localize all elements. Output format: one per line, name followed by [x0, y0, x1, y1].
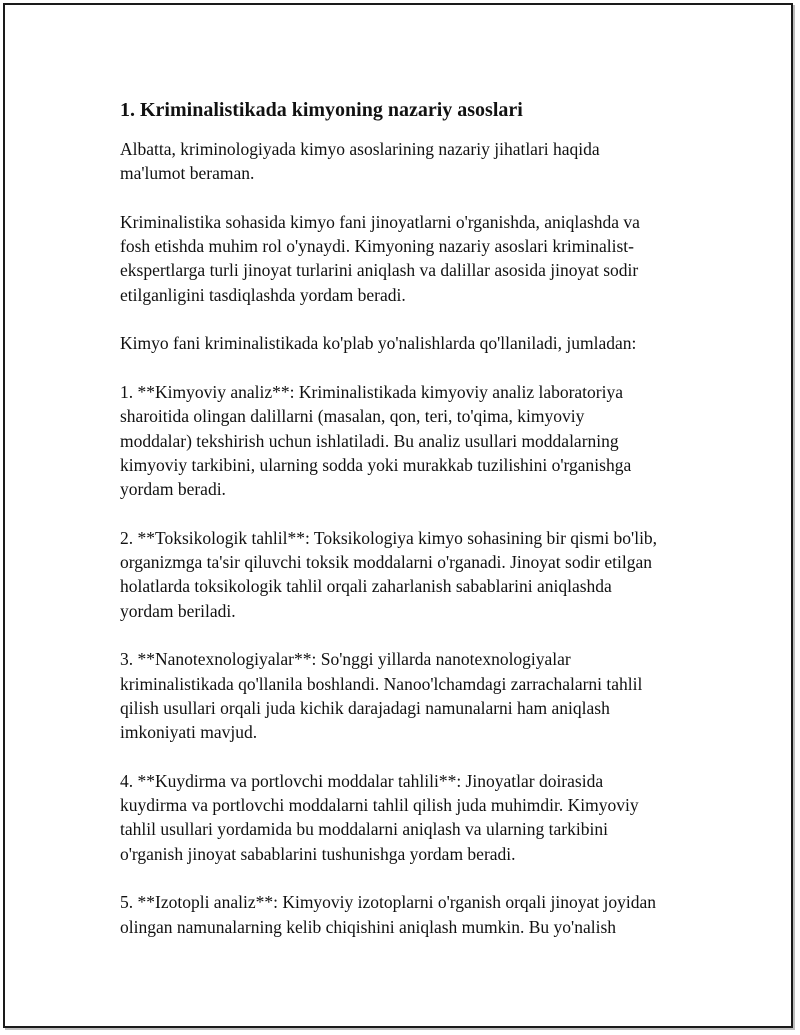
paragraph-list-intro: Kimyo fani kriminalistikada ko'plab yo'nalishlarda qo'llaniladi, jumladan: [120, 333, 637, 354]
paragraph-intro: Albatta, kriminologiyada kimyo asoslarining nazariy jihatlari haqida ma'lumot beraman. [120, 139, 600, 184]
list-item-nanotechnology: 3. **Nanotexnologiyalar**: So'nggi yillarda nanotexnologiyalar kriminalistikada qo'llanila boshlandi. Nanoo'lchamdagi zarrachalarni tahlil qilish usullari orqali juda kichik darajadagi namunalarni ham aniqlash imkoniyati mavjud. [120, 649, 643, 743]
list-item-toxicology: 2. **Toksikologik tahlil**: Toksikologiya kimyo sohasining bir qismi bo'lib, organizmga ta'sir qiluvchi toksik moddalarni o'rganadi. Jinoyat sodir etilgan holatlarda toksikologik tahlil orqali zaharlanish sabablarini aniqlashda yordam beriladi. [120, 527, 658, 621]
list-item-isotope-analysis: 5. **Izotopli analiz**: Kimyoviy izotoplarni o'rganish orqali jinoyat joyidan olingan namunalarning kelib chiqishini aniqlash mumkin. Bu yo'nalish [120, 892, 656, 937]
list-item-explosives: 4. **Kuydirma va portlovchi moddalar tahlili**: Jinoyatlar doirasida kuydirma va portlovchi moddalarni tahlil qilish juda muhimdir. Kimyoviy tahlil usullari yordamida bu moddalarni aniqlash va ularning tarkibini o'rganish jinoyat sabablarini tushunishga yordam beradi. [120, 770, 639, 864]
document-body [120, 97, 710, 963]
paragraph-overview: Kriminalistika sohasida kimyo fani jinoyatlarni o'rganishda, aniqlashda va fosh etishda muhim rol o'ynaydi. Kimyoning nazariy asoslari kriminalist- ekspertlarga turli jinoyat turlarini aniqlash va dalillar asosida jinoyat sodir etilganligini tasdiqlashda yordam beradi. [120, 211, 640, 305]
list-item-chemical-analysis: 1. **Kimyoviy analiz**: Kriminalistikada kimyoviy analiz laboratoriya sharoitida olingan dalillarni (masalan, qon, teri, to'qima, kimyoviy moddalar) tekshirish uchun ishlatiladi. Bu analiz usullari moddalarning kimyoviy tarkibini, ularning sodda yoki murakkab tuzilishini o'rganishga yordam beradi. [120, 381, 632, 500]
document-title: 1. Kriminalistikada kimyoning nazariy asoslari [120, 99, 523, 121]
document-page [3, 3, 793, 1028]
